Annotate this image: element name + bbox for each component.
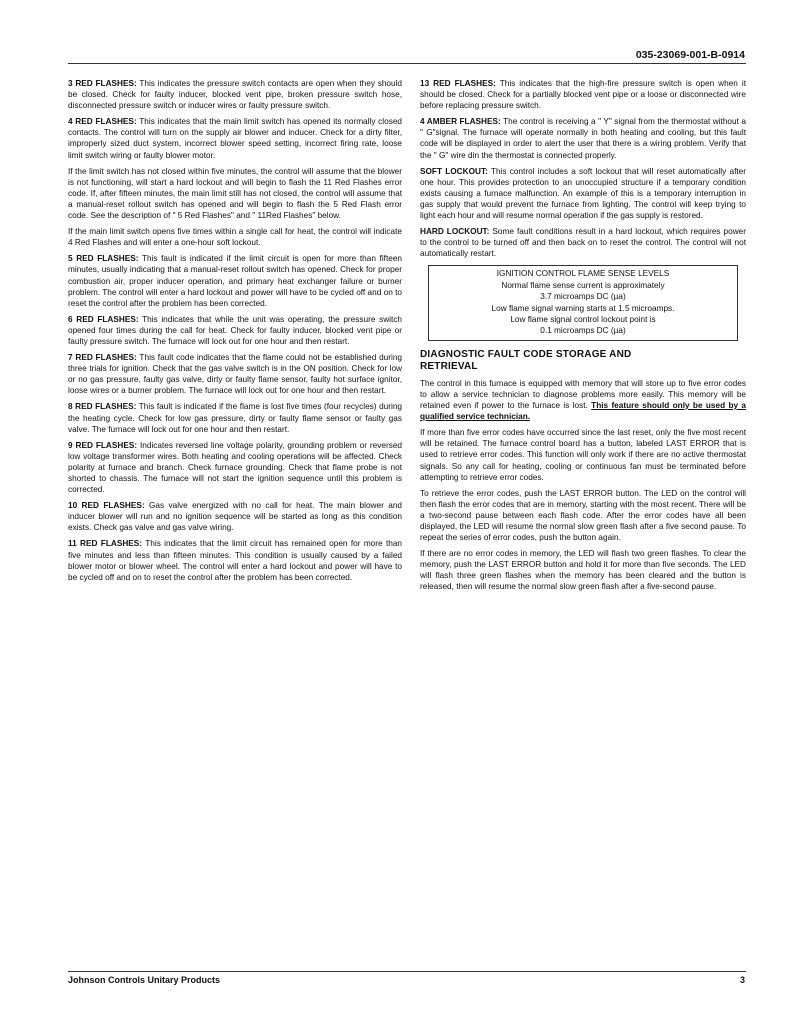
paragraph-4-red-flashes: 4 RED FLASHES: This indicates that the main limit switch has opened its normally closed contacts. The control will turn on the supply air blower and inducer. Check for a dirty filter, improperly sized duct system, incorrect blower speed setting, incorrect firing rate, loose limit switch wiring or faulty blower motor. [68,117,402,160]
qualified-technician-note: This feature should only be used by a qualified service technician. [420,401,746,422]
footer-company: Johnson Controls Unitary Products [68,975,221,985]
paragraph-limit-switch: If the limit switch has not closed within five minutes, the control will assume that the blower is not functioning, will start a hard lockout and will begin to flash the 11 Red Flashes error code. If, after fifteen minutes, the main limit still has not closed, the control will assume that a manual-reset rollout switch has opened and will begin to flash the 5 Red Flash error code. See the description of " 5 Red Flashes" and " 11Red Flashes" below. [68,166,402,221]
paragraph-8-red-flashes: 8 RED FLASHES: This fault is indicated if the flame is lost five times (four recycles) during the heating cycle. Check for low gas pressure, dirty or faulty flame sensor or faulty gas valve. The furnace will lock out for one hour and then restart. [68,402,403,434]
paragraph-clear-memory: If there are no error codes in memory, the LED will flash two green flashes. To clear the memory, push the LAST ERROR button and hold it for more than five seconds. The LED will flash three green flashes when the memory has been cleared and the button is released, then will resume the normal slow green flash after a five-second pause. [420,549,746,592]
section-heading-diagnostic: DIAGNOSTIC FAULT CODE STORAGE AND RETRIEVAL [420,348,632,372]
flame-box-line: Low flame signal warning starts at 1.5 microamps. [491,303,675,313]
paragraph-7-red-flashes: 7 RED FLASHES: This fault code indicates that the flame could not be established during three trials for ignition. Check that the gas valve switch is in the ON position. Check for low or no gas pressure, faulty gas valve, dirty or faulty flame sensor, faulty hot surface ignitor, loose wires or a burner problem. The furnace will lock out for one hour and then restart. [68,353,402,396]
paragraph-hard-lockout: HARD LOCKOUT: Some fault conditions result in a hard lockout, which requires power to the control to be turned off and then back on to reset the control. The control will not automatically restart. [420,227,746,259]
flame-sense-levels-box [428,265,738,340]
paragraph-13-red-flashes: 13 RED FLASHES: This indicates that the high-fire pressure switch is open when it should be closed. Check for a partially blocked vent pipe or a loose or disconnected wire before replacing pressure switch. [420,79,746,111]
flame-box-line: Normal flame sense current is approximately [501,280,665,290]
paragraph-6-red-flashes: 6 RED FLASHES: This indicates that while the unit was operating, the pressure switch opened four times during the call for heat. Check for faulty inducer, blocked vent pipe or faulty pressure switch. The furnace will lock out for one hour and then restart. [68,314,402,346]
flame-box-line: 0.1 microamps DC (µa) [540,326,626,336]
left-column [68,78,402,588]
flame-box-line: Low flame signal control lockout point is [510,315,656,325]
footer-rule [68,971,746,972]
header-rule [68,63,746,64]
page-number: 3 [739,975,745,985]
document-number: 035-23069-001-B-0914 [635,49,745,61]
flame-box-title: IGNITION CONTROL FLAME SENSE LEVELS [496,269,670,279]
paragraph-5-red-flashes: 5 RED FLASHES: This fault is indicated if the limit circuit is open for more than fifteen minutes, usually indicating that a manual-reset rollout switch has opened. Check for proper combustion air, proper inducer operation, and primary heat exchanger failure or burner problem. The control will enter a hard lockout and power will have to be cycled off and on to reset the control after the problem has been corrected. [68,254,402,308]
paragraph-soft-lockout: SOFT LOCKOUT: This control includes a soft lockout that will reset automatically after one hour. This provides protection to an unoccupied structure if a temporary condition exists causing a furnace malfunction. An example of this is a temporary interruption in gas supply that would prevent the furnace from lighting. The control will keep trying to light each hour and will resume normal operation if the gas supply is restored. [420,166,746,221]
paragraph-4-amber-flashes: 4 AMBER FLASHES: The control is receiving a " Y" signal from the thermostat without a " G"signal. The furnace will operate normally in both heating and cooling, but this fault code will be displayed in order to alert the user that there is a wiring problem. Verify that the " G" wire din the thermostat is connected properly. [420,117,746,160]
paragraph-last-error: If more than five error codes have occurred since the last reset, only the five most recent will be retained. The furnace control board has a button, labeled LAST ERROR that is used to retrieve error codes. This function will only work if there are no active thermostat signals. So any call for heating, cooling or continuous fan must be terminated before attempting to retrieve error codes. [420,428,746,482]
paragraph-memory: The control in this furnace is equipped with memory that will store up to five error codes to allow a service technician to diagnose problems more easily. This memory will be retained even if power to the furnace is lost. This feature should only be used by a qualified service technician. [420,378,746,422]
paragraph-3-red-flashes: 3 RED FLASHES: This indicates the pressure switch contacts are open when they should be closed. Check for faulty inducer, blocked vent pipe, broken pressure switch hose, disconnected pressure switch or inducer wires or faulty pressure switch. [68,79,403,111]
flame-box-line: 3.7 microamps DC (µa) [540,292,626,302]
paragraph-retrieve-codes: To retrieve the error codes, push the LAST ERROR button. The LED on the control will then flash the error codes that are in memory, starting with the most recent. There will be a two-second pause between each flash code. After the error codes have all been displayed, the LED will resume the normal slow green flash after a five second pause. To repeat the series of error codes, push the button again. [420,488,746,543]
paragraph-11-red-flashes: 11 RED FLASHES: This indicates that the limit circuit has remained open for more than five minutes and less than fifteen minutes. This condition is usually caused by a failed blower motor or blower wheel. The control will enter a hard lockout and power will have to be cycled off and on to reset the control after the problem has been corrected. [68,539,402,582]
paragraph-9-red-flashes: 9 RED FLASHES: Indicates reversed line voltage polarity, grounding problem or reversed low voltage transformer wires. Both heating and cooling operations will be affected. Check polarity at furnace and branch. Check furnace grounding. Check that flame probe is not shorted to chassis. The furnace will not start the ignition sequence until this problem is corrected. [68,440,403,495]
right-column [420,78,746,598]
paragraph-10-red-flashes: 10 RED FLASHES: Gas valve energized with no call for heat. The main blower and inducer blower will run and no ignition sequence will be started as long as this condition exists. Check gas valve and gas valve wiring. [68,501,402,533]
paragraph-main-limit: If the main limit switch opens five times within a single call for heat, the control will indicate 4 Red Flashes and will enter a one-hour soft lockout. [68,227,402,248]
